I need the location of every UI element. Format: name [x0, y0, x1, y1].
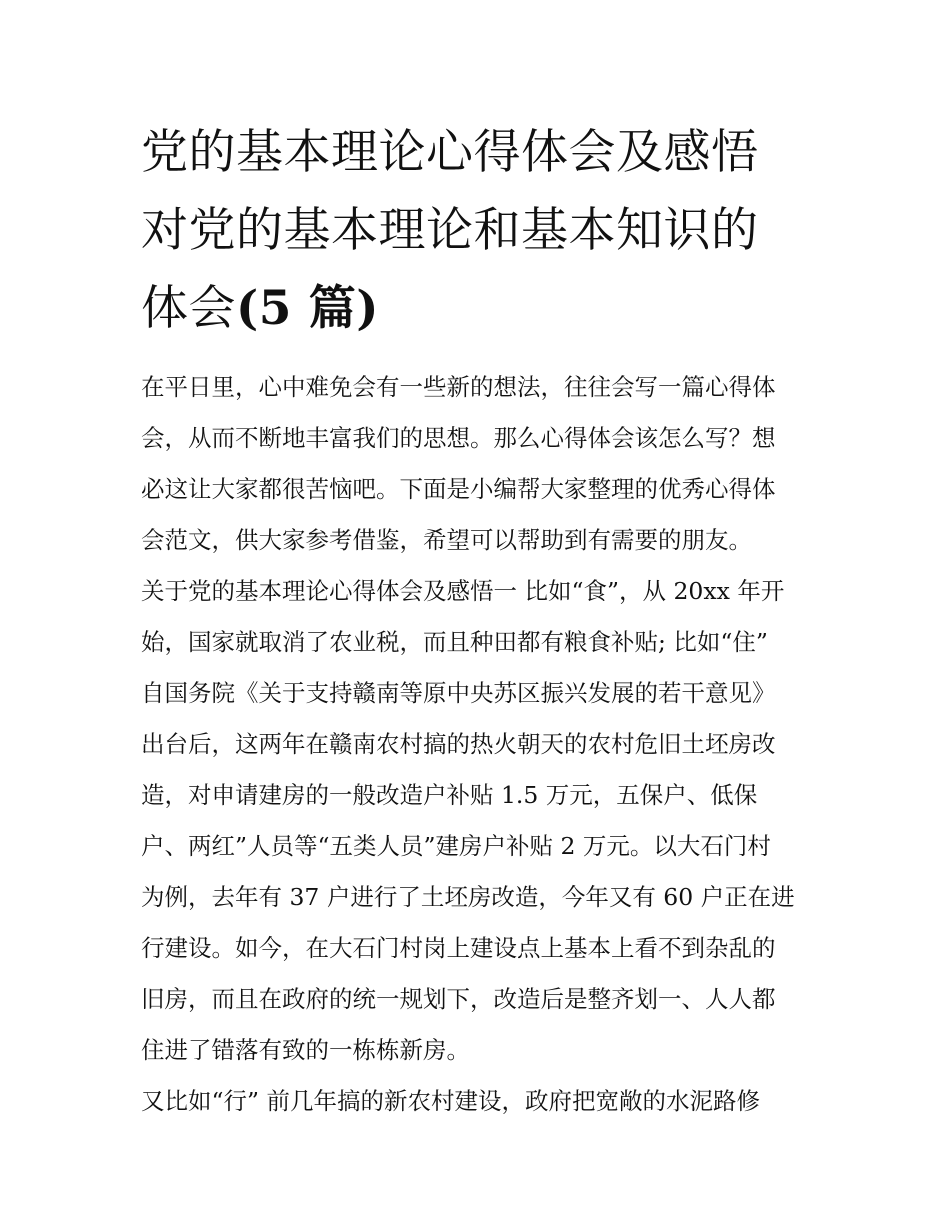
body-line: 会，从而不断地丰富我们的思想。那么心得体会该怎么写？想	[141, 424, 776, 452]
body-line: 户、两红”人员等“五类人员”建房户补贴 2 万元。以大石门村	[141, 832, 771, 860]
document-page	[141, 114, 813, 1127]
body-line: 会范文，供大家参考借鉴，希望可以帮助到有需要的朋友。	[141, 526, 752, 554]
body-line: 在平日里，心中难免会有一些新的想法，往往会写一篇心得体	[141, 373, 776, 401]
title-article-count: (5 篇)	[236, 281, 380, 336]
title-line-1: 党的基本理论心得体会及感悟	[141, 125, 759, 180]
body-line: 为例，去年有 37 户进行了土坯房改造，今年又有 60 户正在进	[141, 883, 795, 911]
document-body	[141, 362, 813, 1127]
title-line-3	[141, 270, 813, 348]
document-title	[141, 114, 813, 348]
body-line: 必这让大家都很苦恼吧。下面是小编帮大家整理的优秀心得体	[141, 475, 776, 503]
title-line-3-text: 体会	[141, 281, 236, 336]
body-line: 造，对申请建房的一般改造户补贴 1.5 万元，五保户、低保	[141, 781, 758, 809]
body-line: 又比如“行” 前几年搞的新农村建设，政府把宽敞的水泥路修	[141, 1087, 760, 1115]
body-line: 关于党的基本理论心得体会及感悟一 比如“食”，从 20xx 年开	[141, 577, 785, 605]
body-line: 住进了错落有致的一栋栋新房。	[141, 1036, 470, 1064]
body-line: 出台后，这两年在赣南农村搞的热火朝天的农村危旧土坯房改	[141, 730, 776, 758]
title-line-2: 对党的基本理论和基本知识的	[141, 203, 759, 258]
body-line: 始，国家就取消了农业税，而且种田都有粮食补贴; 比如“住”	[141, 628, 768, 656]
body-line: 旧房，而且在政府的统一规划下，改造后是整齐划一、人人都	[141, 985, 776, 1013]
body-line: 行建设。如今，在大石门村岗上建设点上基本上看不到杂乱的	[141, 934, 776, 962]
body-line: 自国务院《关于支持赣南等原中央苏区振兴发展的若干意见》	[141, 679, 776, 707]
